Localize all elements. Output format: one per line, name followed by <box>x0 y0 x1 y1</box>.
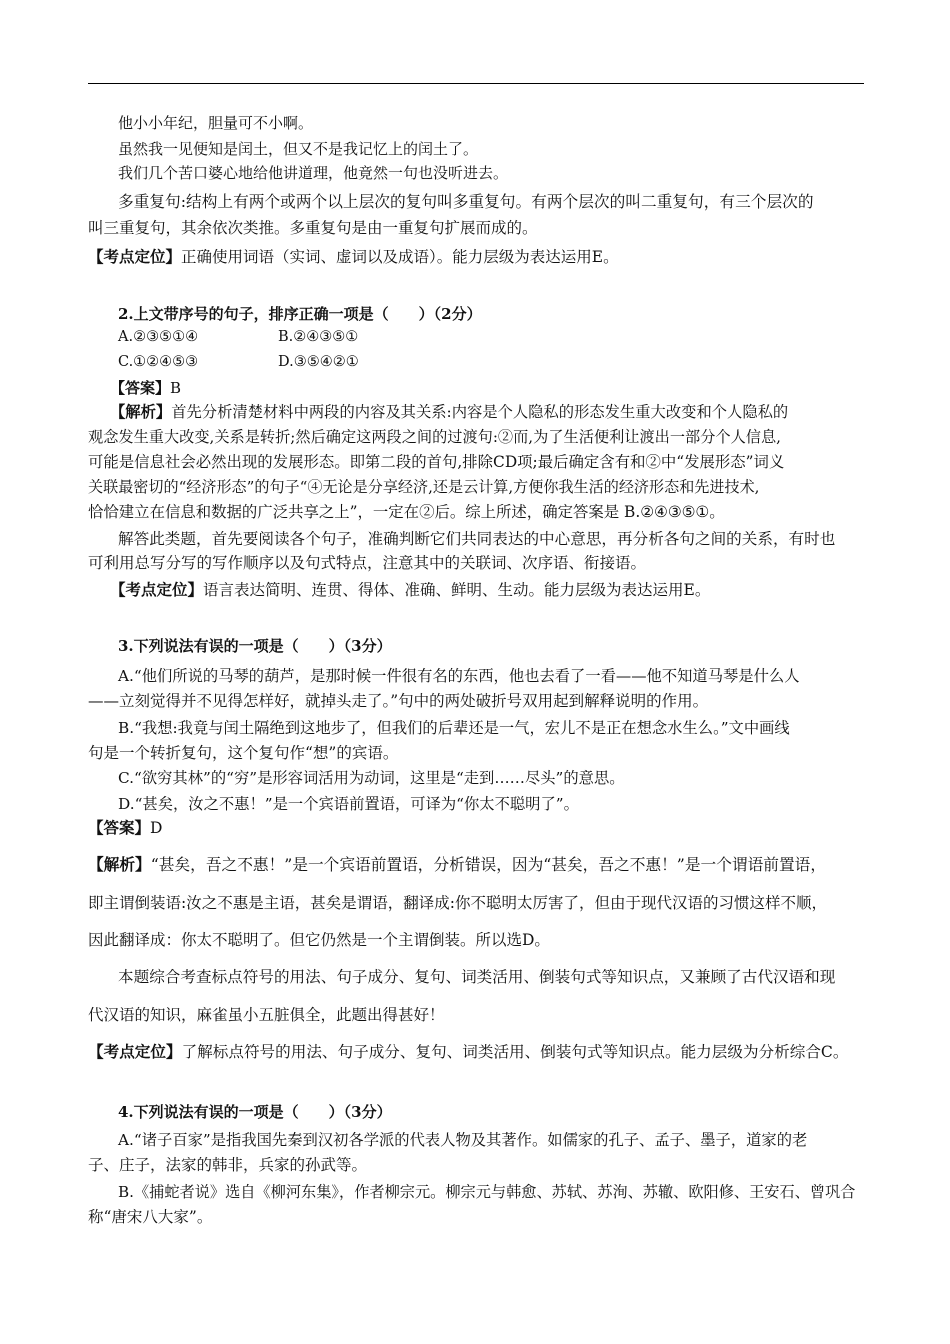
q2-option-d: D.③⑤④②① <box>278 354 359 370</box>
q2-analysis-1 <box>110 402 788 422</box>
q3-option-a-1: A.“他们所说的马琴的葫芦，是那时候一件很有名的东西，他也去看了一看——他不知道马琴是什么人 <box>118 667 800 685</box>
kaodian-1 <box>88 247 619 267</box>
answer-label: 【答案】 <box>88 818 151 837</box>
q3-option-a-2: ——立刻觉得并不见得怎样好，就掉头走了。”句中的两处破折号双用起到解释说明的作用。 <box>88 692 709 710</box>
q3-analysis-4: 本题综合考查标点符号的用法、句子成分、复句、词类活用、倒装句式等知识点，又兼顾了古代汉语和现 <box>118 968 836 986</box>
kaodian-3 <box>88 1042 848 1062</box>
q4-option-a-2: 子、庄子，法家的韩非，兵家的孙武等。 <box>88 1156 368 1174</box>
header-rule <box>88 83 864 84</box>
example-sentence-1: 他小小年纪，胆量可不小啊。 <box>118 114 314 132</box>
question-2-title: 2.上文带序号的句子，排序正确一项是（ ）（2分） <box>118 305 482 323</box>
kaodian-2 <box>110 580 710 600</box>
q4-option-b-2: 称“唐宋八大家”。 <box>88 1208 213 1226</box>
analysis-text: 首先分析清楚材料中两段的内容及其关系:内容是个人隐私的形态发生重大改变和个人隐私的 <box>171 403 789 421</box>
question-4-title: 4.下列说法有误的一项是（ ）（3分） <box>118 1103 392 1121</box>
q3-analysis-3: 因此翻译成：你太不聪明了。但它仍然是一个主谓倒装。所以选D。 <box>88 931 550 949</box>
answer-value: D <box>150 819 163 837</box>
q2-analysis-6: 解答此类题，首先要阅读各个句子，准确判断它们共同表达的中心意思，再分析各句之间的关系，有时也 <box>118 530 836 548</box>
answer-label: 【答案】 <box>110 379 171 397</box>
q2-analysis-5: 恰恰建立在信息和数据的广泛共享之上”，一定在②后。综上所述，确定答案是 B.②④③⑤①。 <box>88 503 725 521</box>
example-sentence-3: 我们几个苦口婆心地给他讲道理，他竟然一句也没听进去。 <box>118 164 509 182</box>
q3-analysis-2: 即主谓倒装语:汝之不惠是主语，甚矣是谓语，翻译成:你不聪明太厉害了，但由于现代汉语的习惯这样不顺， <box>88 894 827 912</box>
q3-answer <box>88 818 162 838</box>
q3-analysis-1 <box>88 855 826 875</box>
definition-line-1: 多重复句:结构上有两个或两个以上层次的复句叫多重复句。有两个层次的叫二重复句，有三个层次的 <box>118 192 814 211</box>
q3-option-d: D.“甚矣，汝之不惠！”是一个宾语前置语，可译为“你太不聪明了”。 <box>118 795 579 813</box>
q2-answer <box>110 378 181 398</box>
q3-option-c: C.“欲穷其林”的“穷”是形容词活用为动词，这里是“走到……尽头”的意思。 <box>118 769 625 787</box>
q4-option-a-1: A.“诸子百家”是指我国先秦到汉初各学派的代表人物及其著作。如儒家的孔子、孟子、墨子，道家的老 <box>118 1131 808 1149</box>
q3-analysis-5: 代汉语的知识，麻雀虽小五脏俱全，此题出得甚好！ <box>88 1006 445 1024</box>
analysis-label: 【解析】 <box>88 855 151 874</box>
question-3-title: 3.下列说法有误的一项是（ ）（3分） <box>118 637 392 655</box>
q4-option-b-1: B.《捕蛇者说》选自《柳河东集》，作者柳宗元。柳宗元与韩愈、苏轼、苏洵、苏辙、欧阳修、王安石、曾巩合 <box>118 1183 856 1201</box>
analysis-label: 【解析】 <box>110 403 172 421</box>
q2-analysis-7: 可利用总写分写的写作顺序以及句式特点，注意其中的关联词、次序语、衔接语。 <box>88 554 647 572</box>
example-sentence-2: 虽然我一见便知是闰土，但又不是我记忆上的闰土了。 <box>118 140 479 158</box>
q2-analysis-3: 可能是信息社会必然出现的发展形态。即第二段的首句,排除CD项;最后确定含有和②中“发展形态”词义 <box>88 453 785 471</box>
kaodian-label: 【考点定位】 <box>110 580 204 599</box>
q3-option-b-2: 句是一个转折复句，这个复句作“想”的宾语。 <box>88 744 399 762</box>
analysis-text: “甚矣，吾之不惠！”是一个宾语前置语，分析错误，因为“甚矣，吾之不惠！”是一个谓语前置语， <box>150 855 827 874</box>
q2-option-c: C.①②④⑤③ <box>118 354 199 370</box>
kaodian-text: 正确使用词语（实词、虚词以及成语）。能力层级为表达运用E。 <box>181 248 619 266</box>
kaodian-text: 语言表达简明、连贯、得体、准确、鲜明、生动。能力层级为表达运用E。 <box>203 581 711 599</box>
q2-option-b: B.②④③⑤① <box>278 329 359 345</box>
kaodian-label: 【考点定位】 <box>88 247 182 266</box>
q2-analysis-2: 观念发生重大改变,关系是转折;然后确定这两段之间的过渡句:②而,为了生活便利让渡出一部分个人信息, <box>88 428 781 446</box>
kaodian-label: 【考点定位】 <box>88 1042 182 1061</box>
q2-option-a: A.②③⑤①④ <box>118 329 199 345</box>
q3-option-b-1: B.“我想:我竟与闰土隔绝到这地步了，但我们的后辈还是一气，宏儿不是正在想念水生么。”文中画线 <box>118 719 790 737</box>
kaodian-text: 了解标点符号的用法、句子成分、复句、词类活用、倒装句式等知识点。能力层级为分析综合C。 <box>181 1043 849 1061</box>
answer-value: B <box>170 379 182 397</box>
q2-analysis-4: 关联最密切的“经济形态”的句子“④无论是分享经济,还是云计算,方便你我生活的经济形态和先进技术, <box>88 478 760 496</box>
definition-line-2: 叫三重复句，其余依次类推。多重复句是由一重复句扩展而成的。 <box>88 219 538 237</box>
